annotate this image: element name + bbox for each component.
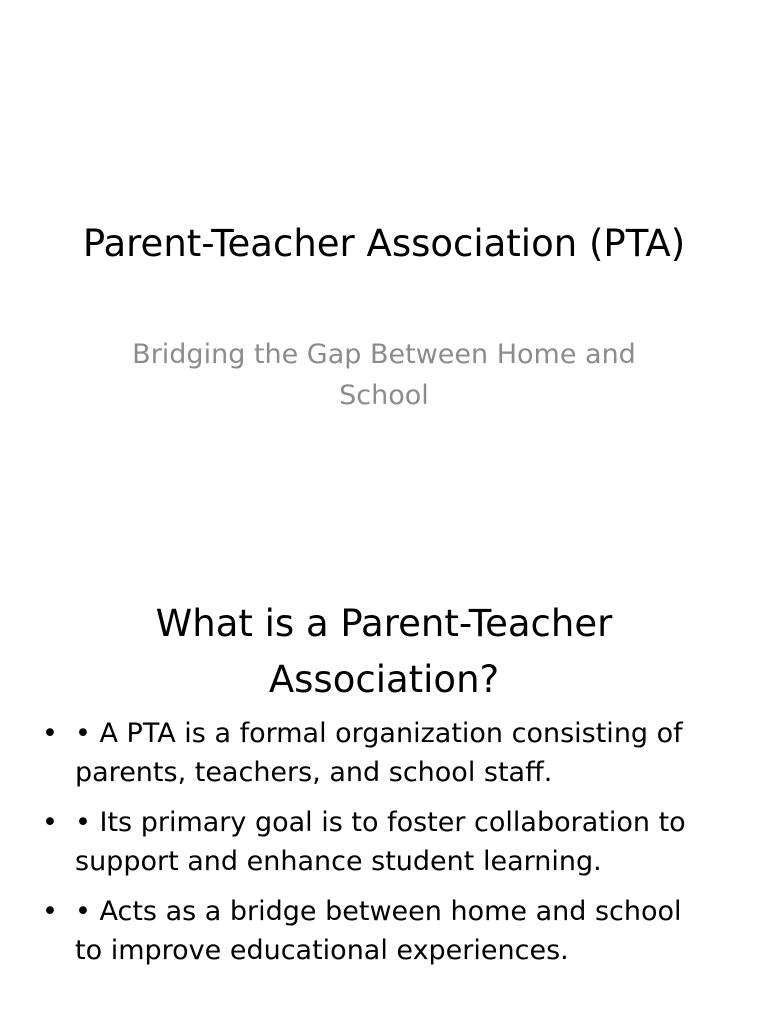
slide-title: What is a Parent-Teacher Association?	[155, 602, 613, 701]
bullet-item	[0, 892, 768, 970]
bullet-list	[0, 714, 768, 981]
bullet-item	[0, 714, 768, 792]
bullet-marker: •	[42, 807, 58, 838]
bullet-marker: •	[42, 896, 58, 927]
bullet-marker: •	[42, 718, 58, 749]
bullet-text: • Acts as a bridge between home and school to improve educational experiences.	[75, 896, 682, 966]
bullet-item	[0, 803, 768, 881]
slide-title: Parent-Teacher Association (PTA)	[82, 222, 686, 265]
slide-subtitle: Bridging the Gap Between Home and School	[132, 339, 636, 411]
bullet-text: • A PTA is a formal organization consisting of parents, teachers, and school staff.	[75, 718, 683, 788]
bullet-text: • Its primary goal is to foster collaboration to support and enhance student learning.	[75, 807, 686, 877]
content-slide	[0, 512, 768, 1024]
